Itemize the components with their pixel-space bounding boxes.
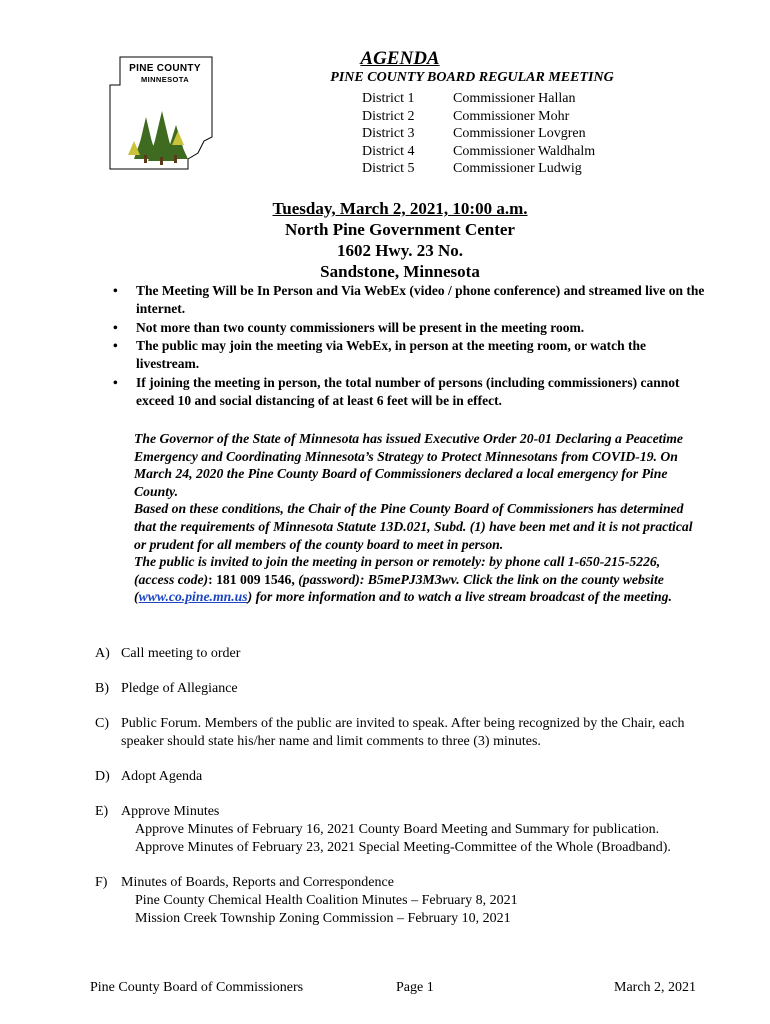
item-letter: D) — [95, 769, 110, 784]
agenda-items — [95, 645, 715, 945]
item-letter: E) — [95, 804, 109, 819]
district-row — [362, 125, 595, 143]
item-text: Pledge of Allegiance — [121, 681, 238, 696]
agenda-title: AGENDA — [360, 48, 440, 69]
footer-date: March 2, 2021 — [614, 980, 697, 995]
agenda-item — [95, 715, 715, 751]
item-text: Adopt Agenda — [121, 769, 203, 784]
meeting-subtitle: PINE COUNTY BOARD REGULAR MEETING — [330, 70, 614, 85]
district-label: District 4 — [362, 143, 415, 159]
commissioner-name: Commissioner Waldhalm — [453, 143, 596, 159]
notice-bullet: • The Meeting Will be In Person and Via WebEx (video / phone conference) and streamed live on the internet. — [108, 282, 708, 318]
district-row — [362, 143, 595, 161]
meeting-notice-list — [108, 282, 708, 411]
item-letter: A) — [95, 646, 110, 661]
district-row — [362, 160, 595, 178]
meeting-location: North Pine Government Center — [285, 220, 515, 239]
executive-order-paragraph: The Governor of the State of Minnesota has issued Executive Order 20-01 Declaring a Peacetime Emergency and Coordinating Minnesota’s Strategy to Protect Minnesotans from COVID-19. On March 24, 2020 the Pine County Board of Commissioners declared a local emergency for Pine County. — [134, 431, 683, 499]
notice-bullet: • If joining the meeting in person, the total number of persons (including commissioners) cannot exceed 10 and social distancing of at least 6 feet will be in effect. — [108, 374, 708, 410]
item-subtext: Approve Minutes of February 16, 2021 County Board Meeting and Summary for publication. — [135, 822, 660, 837]
item-letter: F) — [95, 875, 108, 890]
commissioner-name: Commissioner Lovgren — [453, 126, 586, 142]
footer-page-number: Page 1 — [396, 980, 434, 995]
item-text: Call meeting to order — [121, 646, 241, 661]
district-row — [362, 90, 595, 108]
item-subtext: Approve Minutes of February 23, 2021 Special Meeting-Committee of the Whole (Broadband). — [135, 840, 671, 855]
notice-bullet: • Not more than two county commissioners will be present in the meeting room. — [108, 319, 708, 337]
livestream-info: ) for more information and to watch a live stream broadcast of the meeting. — [247, 589, 672, 605]
commissioner-name: Commissioner Ludwig — [453, 161, 582, 177]
agenda-item — [95, 768, 715, 786]
emergency-statement — [90, 430, 702, 606]
notice-bullet: • The public may join the meeting via WebEx, in person at the meeting room, or watch the livestream. — [108, 337, 708, 373]
meeting-city: Sandstone, Minnesota — [320, 262, 480, 281]
commissioner-name: Commissioner Mohr — [453, 108, 570, 124]
meeting-address: 1602 Hwy. 23 No. — [336, 241, 464, 260]
agenda-item — [95, 803, 715, 857]
item-letter: B) — [95, 681, 109, 696]
footer-left: Pine County Board of Commissioners — [90, 980, 304, 995]
phone-info: The public is invited to join the meeting in person or remotely: by phone call 1-650-215-5226, (access code) — [134, 554, 661, 587]
district-label: District 2 — [362, 108, 415, 124]
public-access-paragraph — [90, 553, 702, 606]
password-info: (password): B5mePJ3M3wv. Click the link on the county website ( — [134, 571, 664, 605]
district-label: District 5 — [362, 161, 415, 177]
district-label: District 3 — [362, 126, 415, 142]
logo-text-line1: PINE COUNTY — [129, 63, 201, 74]
item-text: Public Forum. Members of the public are invited to speak. After being recognized by the Chair, each speaker should state his/her name and limit comments to three (3) minutes. — [121, 716, 685, 749]
item-letter: C) — [95, 716, 109, 731]
item-subtext: Mission Creek Township Zoning Commission – February 10, 2021 — [135, 911, 511, 926]
chair-determination-paragraph: Based on these conditions, the Chair of the Pine County Board of Commissioners has determined that the requirements of Minnesota Statute 13D.021, Subd. (1) have been met and it is not practical or prudent for all members of the county board to meet in person. — [134, 501, 693, 552]
agenda-item — [95, 645, 715, 663]
agenda-item — [95, 874, 715, 928]
district-list — [362, 90, 595, 178]
commissioner-name: Commissioner Hallan — [453, 91, 576, 106]
district-row — [362, 108, 595, 126]
county-website-link[interactable]: www.co.pine.mn.us — [138, 589, 248, 605]
agenda-item — [95, 680, 715, 698]
access-code: : 181 009 1546, — [208, 571, 295, 587]
district-label: District 1 — [362, 91, 415, 106]
meeting-date: Tuesday, March 2, 2021, 10:00 a.m. — [272, 199, 528, 218]
item-subtext: Pine County Chemical Health Coalition Minutes – February 8, 2021 — [135, 893, 518, 908]
logo-text-line2: MINNESOTA — [140, 75, 190, 84]
item-text: Minutes of Boards, Reports and Correspondence — [121, 875, 394, 890]
item-text: Approve Minutes — [121, 804, 220, 819]
